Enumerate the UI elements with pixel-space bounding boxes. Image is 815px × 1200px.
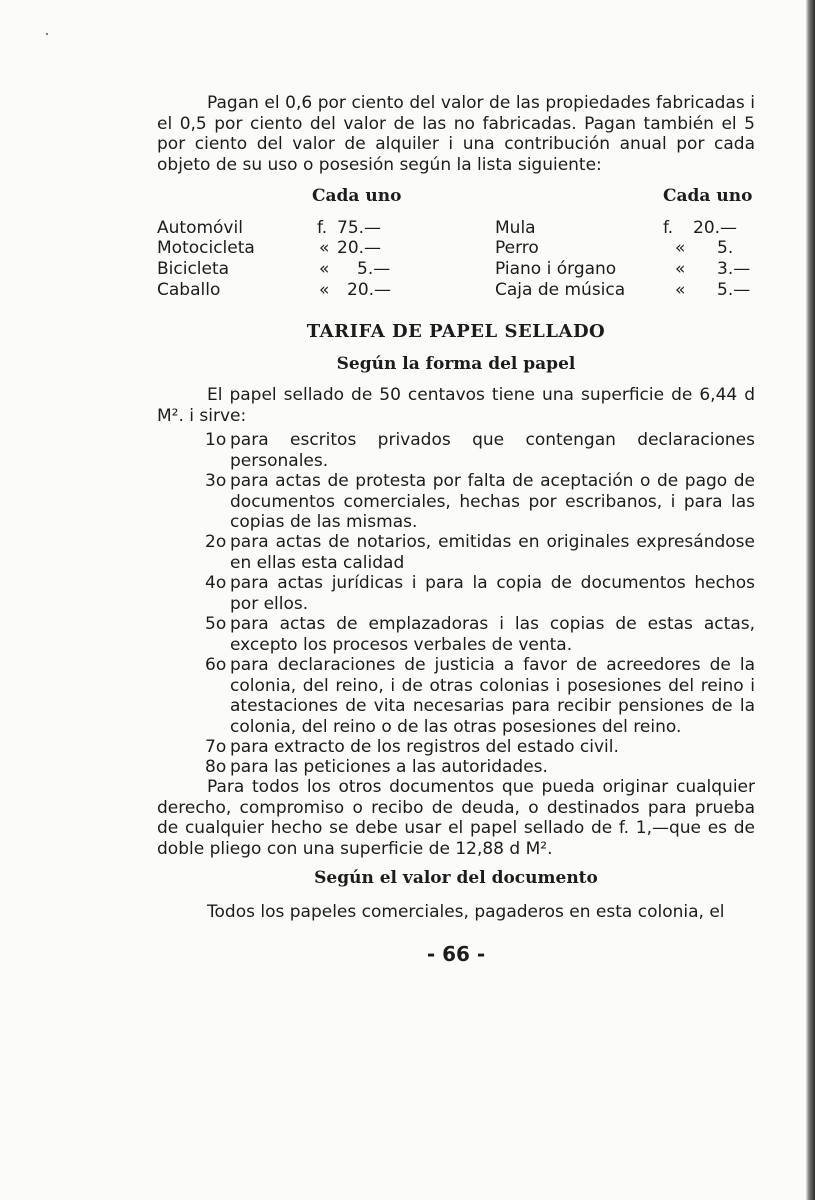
paragraph: El papel sellado de 50 centavos tiene una superficie de 6,44 d M². i sirve: [157,385,755,426]
item-number: 1o [205,430,227,450]
list-item [205,471,755,533]
column-header-left: Cada uno [312,186,402,206]
list-item [205,573,755,614]
item-name: Caja de música [495,280,626,300]
item-text: para actas de protesta por falta de aceptación o de pago de documentos comerciales, hechas por escribanos, i para las copias de las mismas. [230,471,755,532]
item-text: para las peticiones a las autoridades. [230,757,548,777]
item-amount: 20.— [337,238,382,258]
item-currency: « [319,238,330,258]
item-number: 7o [205,737,227,757]
item-amount: 20.— [693,218,738,238]
item-currency: f. [317,218,328,238]
item-amount: 5. [717,238,734,258]
item-text: para declaraciones de justicia a favor de acreedores de la colonia, del reino, i de otras colonias i posesiones del reino i atestaciones de vita necesarias para recibir pensiones de la colonia, del reino o de las otras posesiones del reino. [230,655,755,737]
item-text: para actas jurídicas i para la copia de documentos hechos por ellos. [230,573,755,614]
speck [46,33,48,35]
list-item [205,655,755,737]
subsection-title: Según la forma del papel [336,354,576,374]
item-name: Perro [495,238,539,258]
item-name: Mula [495,218,536,238]
list-item [205,757,755,778]
item-currency: « [319,259,330,279]
list-item [205,737,755,758]
list-item [205,532,755,573]
subsection-title: Según el valor del documento [314,868,598,888]
item-name: Bicicleta [157,259,230,279]
item-amount: 5.— [717,280,751,300]
item-currency: « [319,280,330,300]
item-currency: « [675,259,686,279]
item-amount: 75.— [337,218,382,238]
item-text: para actas de emplazadoras i las copias de estas actas, excepto los procesos verbales de venta. [230,614,755,655]
item-name: Caballo [157,280,221,300]
item-name: Motocicleta [157,238,255,258]
item-number: 4o [205,573,227,593]
list-item [205,614,755,655]
item-number: 2o [205,532,227,552]
item-amount: 3.— [717,259,751,279]
item-text: para actas de notarios, emitidas en originales expresándose en ellas esta calidad [230,532,755,573]
item-number: 8o [205,757,227,777]
item-currency: « [675,238,686,258]
column-header-right: Cada uno [663,186,753,206]
page-number: - 66 - [426,942,486,966]
item-name: Automóvil [157,218,243,238]
item-text: para extracto de los registros del estado civil. [230,737,619,757]
item-number: 6o [205,655,227,675]
item-amount: 5.— [357,259,391,279]
page-edge-shadow [806,0,815,1200]
item-number: 3o [205,471,227,491]
item-currency: f. [663,218,674,238]
item-name: Piano i órgano [495,259,617,279]
list-item [205,430,755,471]
item-number: 5o [205,614,227,634]
item-text: para escritos privados que contengan declaraciones personales. [230,430,755,471]
paragraph: Todos los papeles comerciales, pagaderos en esta colonia, el [207,902,725,922]
intro-paragraph: Pagan el 0,6 por ciento del valor de las propiedades fabricadas i el 0,5 por ciento del valor de las no fabricadas. Pagan también el 5 por ciento del valor de alquiler i una contribución anual por cada objeto de su uso o posesión según la lista siguiente: [157,93,755,175]
section-title: TARIFA DE PAPEL SELLADO [306,321,606,342]
paragraph: Para todos los otros documentos que pueda originar cualquier derecho, compromiso o recibo de deuda, o destinados para prueba de cualquier hecho se debe usar el papel sellado de f. 1,—que es de doble pliego con una superficie de 12,88 d M². [157,777,755,859]
item-currency: « [675,280,686,300]
item-amount: 20.— [347,280,392,300]
